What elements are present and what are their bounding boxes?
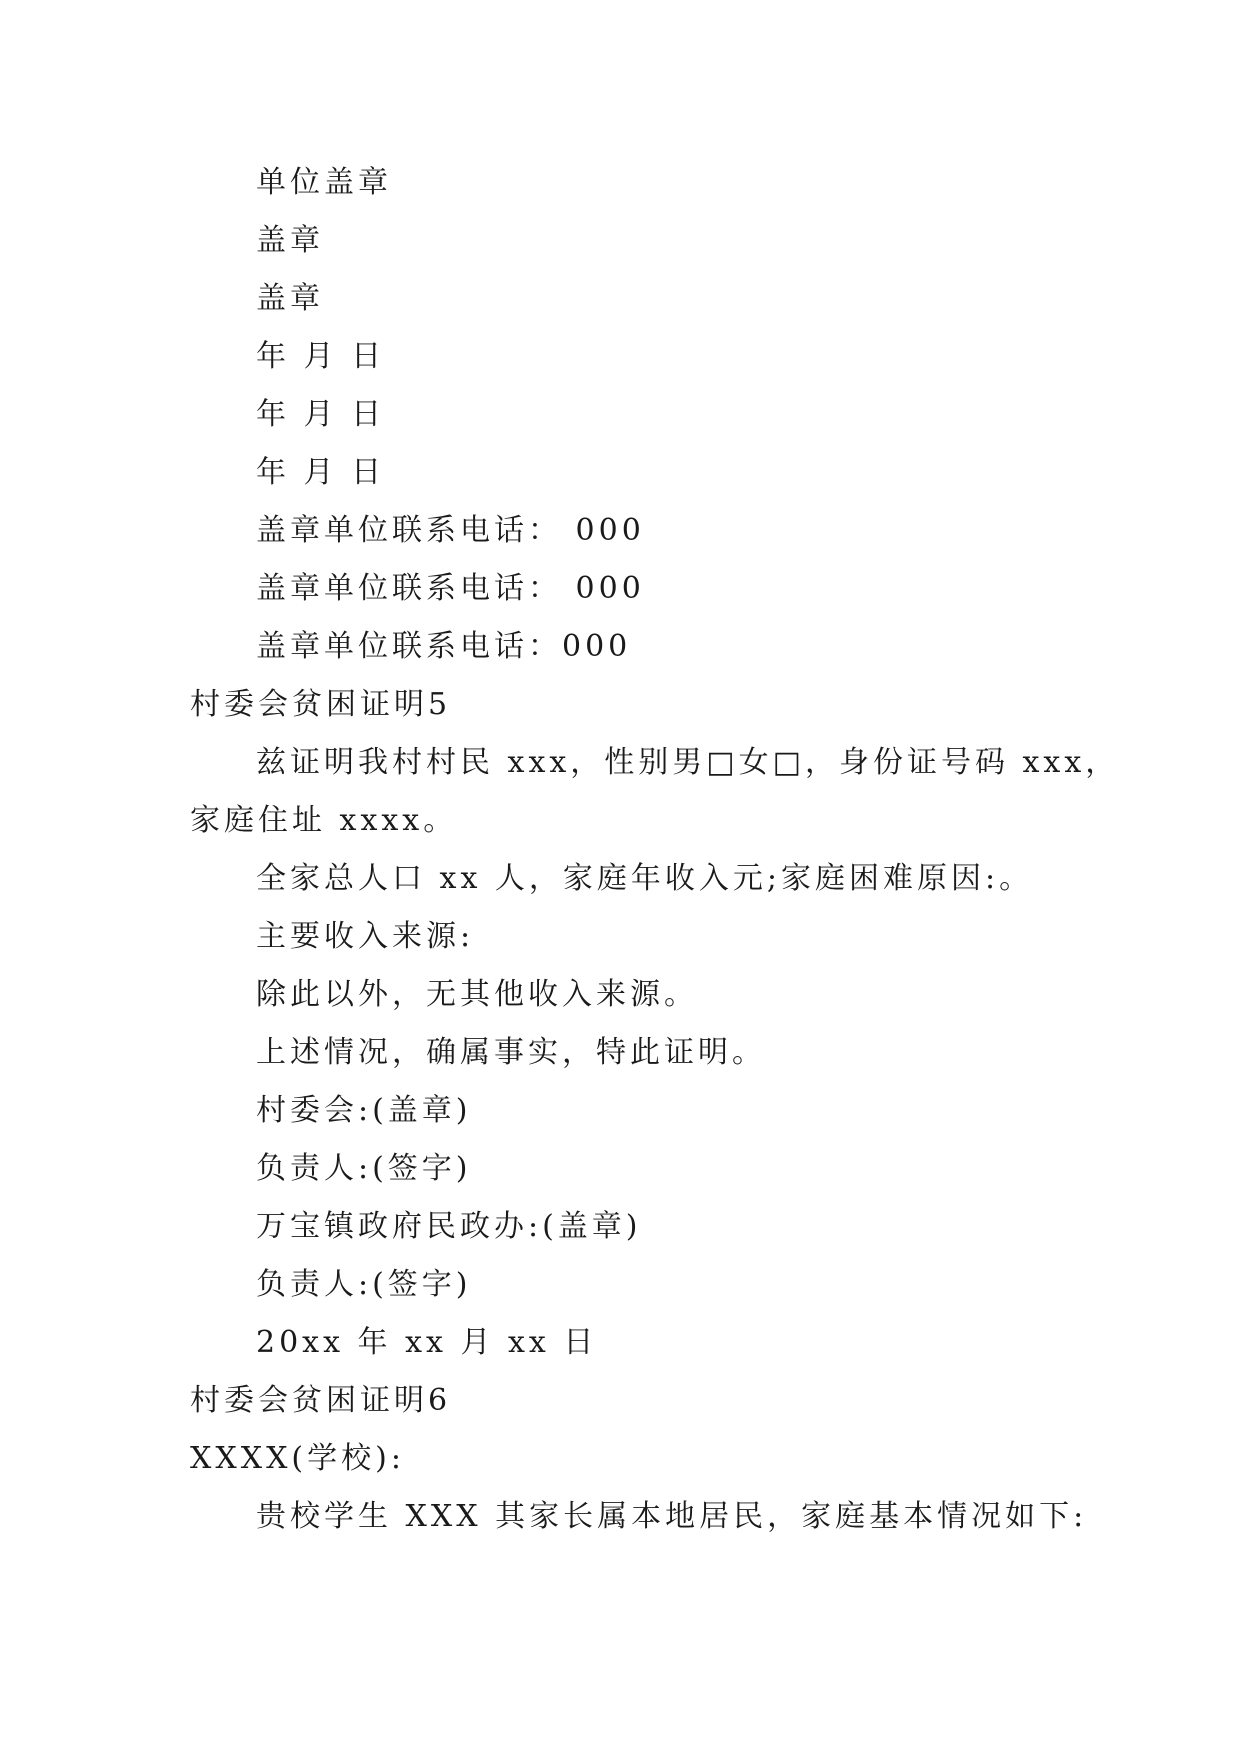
phone-line: 盖章单位联系电话：000 <box>256 629 632 664</box>
date-line: 年 月 日 <box>256 339 386 374</box>
paragraph-line: 上述情况，确属事实，特此证明。 <box>256 1035 766 1070</box>
signature-line: 村委会:(盖章) <box>256 1093 472 1128</box>
signature-line: 万宝镇政府民政办:(盖章) <box>256 1209 642 1244</box>
seal-line: 单位盖章 <box>256 165 392 200</box>
paragraph-line: 主要收入来源: <box>256 919 475 954</box>
paragraph-line: 兹证明我村村民 xxx，性别男□女□，身份证号码 xxx， <box>256 745 1120 780</box>
section-heading: 村委会贫困证明6 <box>190 1383 452 1418</box>
date-line: 20xx 年 xx 月 xx 日 <box>256 1325 598 1360</box>
addressee-line: XXXX(学校): <box>190 1441 405 1476</box>
paragraph-line: 家庭住址 xxxx。 <box>190 803 458 838</box>
paragraph-line: 全家总人口 xx 人，家庭年收入元;家庭困难原因:。 <box>256 861 1034 896</box>
signature-line: 负责人:(签字) <box>256 1151 472 1186</box>
date-line: 年 月 日 <box>256 397 386 432</box>
paragraph-line: 除此以外，无其他收入来源。 <box>256 977 698 1012</box>
phone-line: 盖章单位联系电话： 000 <box>256 571 645 606</box>
section-heading: 村委会贫困证明5 <box>190 687 452 722</box>
seal-line: 盖章 <box>256 281 324 316</box>
date-line: 年 月 日 <box>256 455 386 490</box>
seal-line: 盖章 <box>256 223 324 258</box>
signature-line: 负责人:(签字) <box>256 1267 472 1302</box>
paragraph-line: 贵校学生 XXX 其家长属本地居民，家庭基本情况如下: <box>256 1499 1088 1534</box>
phone-line: 盖章单位联系电话： 000 <box>256 513 645 548</box>
